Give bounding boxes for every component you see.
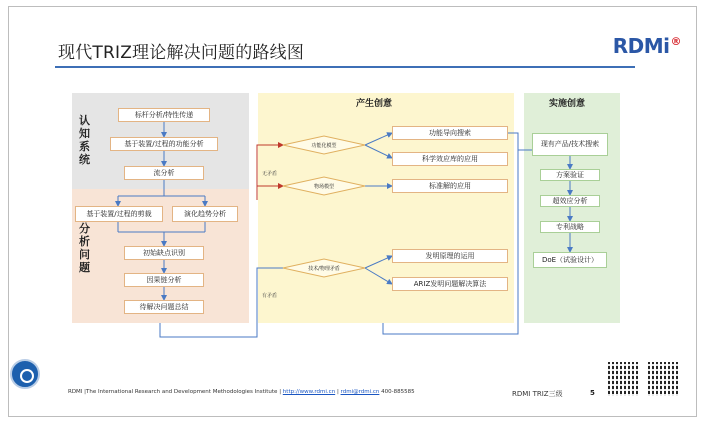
- box-super-effect-analysis: 超效应分析: [540, 195, 600, 207]
- footer-email-link[interactable]: rdmi@rdmi.cn: [340, 389, 380, 395]
- box-standard-solutions: 标准解的应用: [392, 179, 508, 193]
- box-problem-summary: 待解决问题总结: [124, 300, 204, 314]
- box-patent-strategy: 专利战略: [540, 221, 600, 233]
- slide-title: 现代TRIZ理论解决问题的路线图: [58, 43, 305, 63]
- page-number: 5: [590, 389, 595, 397]
- box-trimming: 基于装置/过程的剪裁: [75, 206, 163, 222]
- diamond-substance-field: 物场模型: [313, 184, 334, 190]
- box-solution-verification: 方案验证: [540, 169, 600, 181]
- section-label-implement: 实施创意: [549, 99, 586, 109]
- section-label-create: 产生创意: [356, 99, 393, 109]
- institute-emblem-icon: [10, 359, 40, 389]
- section-label-analysis: 分析问题: [79, 222, 90, 274]
- box-evolution-trend: 演化趋势分析: [172, 206, 238, 222]
- box-causal-chain: 因果链分析: [124, 273, 204, 287]
- label-has-contradiction: 有矛盾: [262, 293, 278, 299]
- footer-website-link[interactable]: http://www.rdmi.cn: [282, 389, 336, 395]
- logo-mark: ®: [670, 35, 681, 49]
- footer-info: [68, 389, 415, 395]
- box-effects-database: 科学效应库的应用: [392, 152, 508, 166]
- footer-separator: |: [336, 389, 339, 395]
- qr-code-icon: [608, 362, 638, 396]
- section-label-cognitive: 认知系统: [79, 114, 90, 166]
- box-initial-defect: 初始缺点识别: [124, 246, 204, 260]
- box-function-oriented-search: 功能导向搜索: [392, 126, 508, 140]
- box-function-analysis: 基于装置/过程的功能分析: [110, 137, 218, 151]
- label-no-contradiction: 无矛盾: [262, 171, 278, 177]
- footer-phone: 400-885585: [381, 389, 415, 395]
- box-product-search: 现有产品/技术搜索: [532, 133, 608, 156]
- box-ariz: ARIZ发明问题解决算法: [392, 277, 508, 291]
- box-flow-analysis: 流分析: [124, 166, 204, 180]
- diamond-contradiction: 技术/物理矛盾: [308, 266, 340, 272]
- box-doe: DoE（试验设计）: [533, 252, 607, 268]
- footer-course: RDMI TRIZ三级: [512, 390, 563, 398]
- footer-org: RDMI |The International Research and Development Methodologies Institute |: [68, 389, 282, 395]
- box-inventive-principles: 发明原理的运用: [392, 249, 508, 263]
- box-benchmark-analysis: 标杆分析/特性传递: [118, 108, 210, 122]
- logo-text: RDMi: [612, 34, 670, 58]
- diamond-function-model: 功能化模型: [311, 143, 337, 149]
- qr-code-icon-2: [648, 362, 678, 396]
